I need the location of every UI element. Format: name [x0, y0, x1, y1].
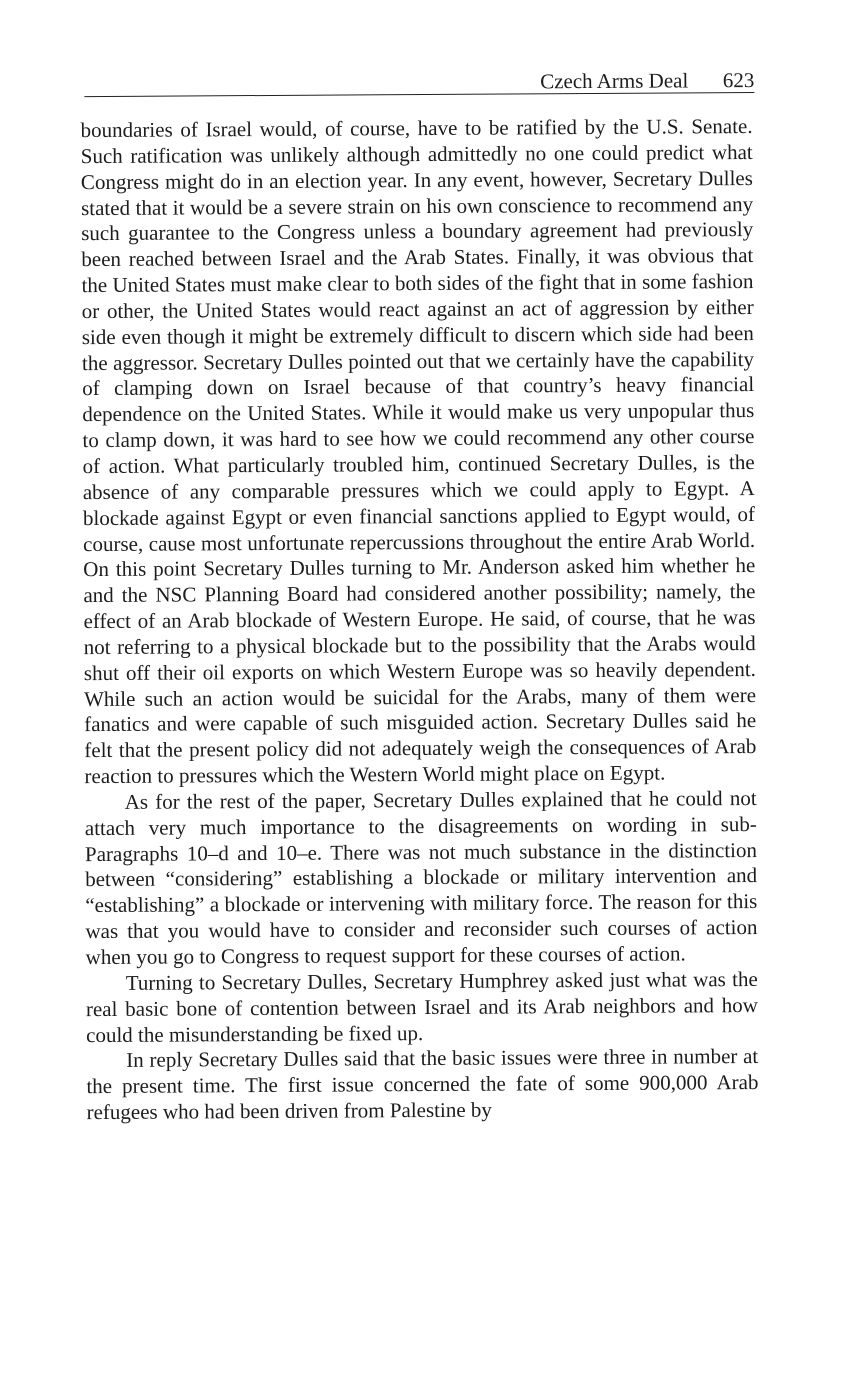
paragraph-3: Turning to Secretary Dulles, Secretary Humphrey asked just what was the real basic bone of contention between Israel and its Arab neighbors and how could the misunderstanding be fixed up.	[85, 966, 759, 1047]
paragraph-2: As for the rest of the paper, Secretary Dulles explained that he could not attach very much importance to the disagreements on wording in sub-Paragraphs 10–d and 10–e. There was not much substance in the distinction between “considering” establishing a blockade or military intervention and “establishing” a blockade or intervening with military force. The reason for this was that you would have to consider and reconsider such courses of action when you go to Congress to request support for these courses of action.	[84, 785, 758, 970]
paragraph-1: boundaries of Israel would, of course, have to be ratified by the U.S. Senate. Such ratification was unlikely although admittedly no one could predict what Congress might do in an election year. In any event, however, Secretary Dulles stated that it would be a severe strain on his own conscience to recommend any such guarantee to the Congress unless a boundary agreement had previously been reached between Israel and the Arab States. Finally, it was obvious that the United States must make clear to both sides of the fight that in some fashion or other, the United States would react against an act of aggression by either side even though it might be extremely difficult to discern which side had been the aggressor. Secretary Dulles pointed out that we certainly have the capability of clamping down on Israel because of that country’s heavy financial dependence on the United States. While it would make us very unpopular thus to clamp down, it was hard to see how we could recommend any other course of action. What particularly troubled him, continued Secretary Dulles, is the absence of any comparable pressures which we could apply to Egypt. A blockade against Egypt or even financial sanctions applied to Egypt would, of course, cause most unfortunate repercussions throughout the entire Arab World. On this point Secretary Dulles turning to Mr. Anderson asked him whether he and the NSC Planning Board had considered another possibility; namely, the effect of an Arab blockade of Western Europe. He said, of course, that he was not referring to a physical blockade but to the possibility that the Arabs would shut off their oil exports on which Western Europe was so heavily dependent. While such an action would be suicidal for the Arabs, many of them were fanatics and were capable of such misguided action. Secretary Dulles said he felt that the present policy did not adequately weigh the consequences of Arab reaction to pressures which the Western World might place on Egypt.	[80, 114, 757, 789]
page-number: 623	[722, 68, 755, 93]
paragraph-4: In reply Secretary Dulles said that the basic issues were three in number at the present time. The first issue concerned the fate of some 900,000 Arab refugees who had been driven from Palestine by	[86, 1044, 759, 1125]
running-head	[84, 68, 754, 97]
running-title: Czech Arms Deal	[540, 68, 689, 94]
body-text	[81, 114, 759, 1126]
